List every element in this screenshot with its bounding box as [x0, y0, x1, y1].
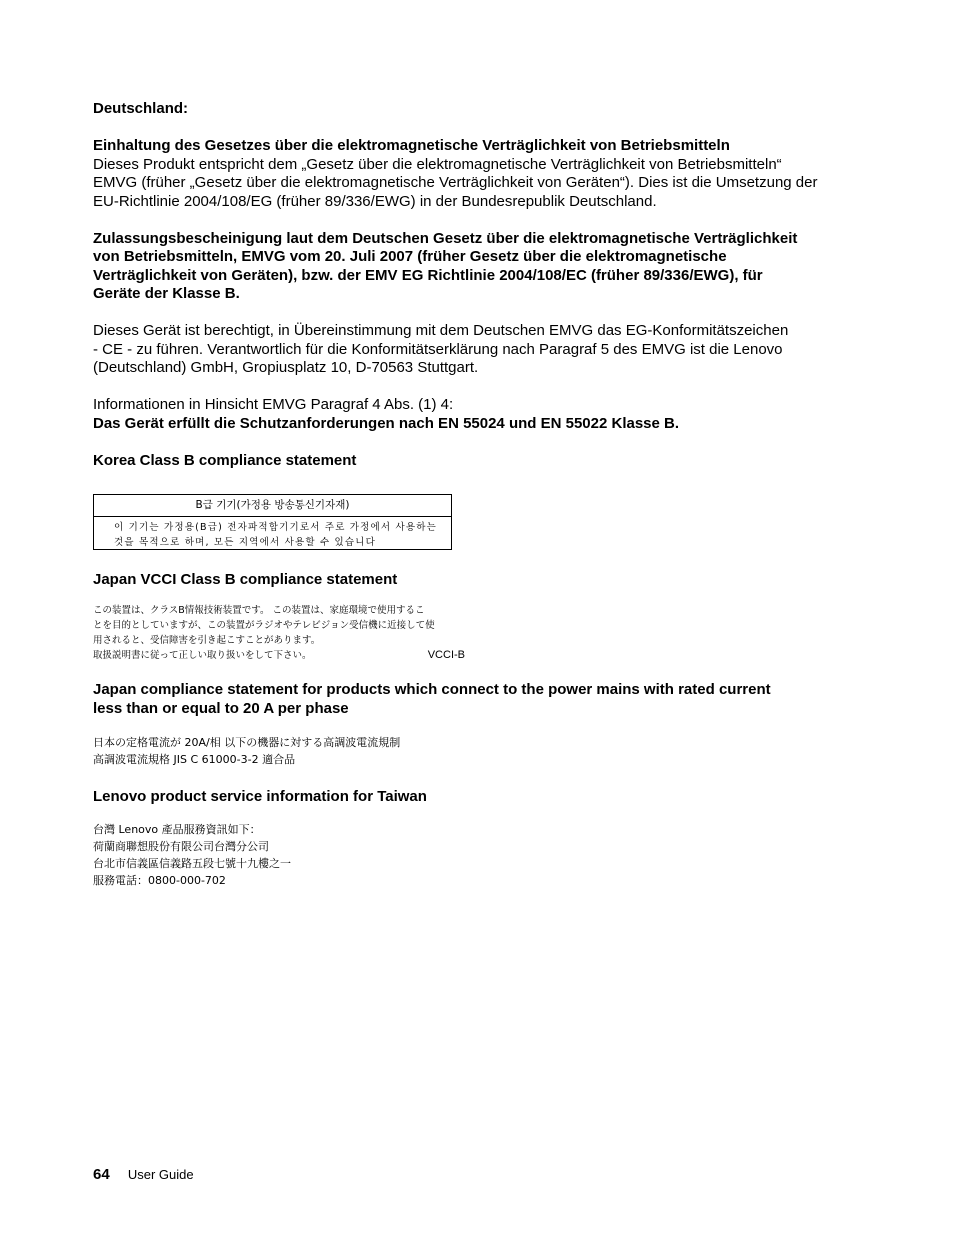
heading-taiwan: Lenovo product service information for Taiwan [93, 788, 427, 805]
footer-label: User Guide [127, 1167, 194, 1182]
emvg-line-3: EU-Richtlinie 2004/108/EG (früher 89/336/EWG) in der Bundesrepublik Deutschland. [93, 192, 657, 210]
emvg-line-2: EMVG (früher „Gesetz über die elektromagnetische Verträglichkeit von Geräten“). Dies ist die Umsetzung der [93, 174, 818, 191]
taiwan-service-info [93, 821, 291, 889]
zulassung-line-2: von Betriebsmitteln, EMVG vom 20. Juli 2007 (früher Gesetz über die elektromagnetische [93, 248, 727, 265]
geraet-line-3: (Deutschland) GmbH, Gropiusplatz 10, D-70563 Stuttgart. [93, 359, 479, 376]
japan-power-heading-line-2: less than or equal to 20 A per phase [93, 699, 349, 717]
japan-power-line-2: 高調波電流規格 JIS C 61000-3-2 適合品 [93, 753, 296, 766]
korea-box-title: B급 기기(가정용 방송통신기자재) [94, 495, 451, 517]
korea-compliance-box [93, 494, 452, 550]
info-line-2: Das Gerät erfüllt die Schutzanforderungen nach EN 55024 und EN 55022 Klasse B. [93, 414, 680, 432]
emvg-line-1: Dieses Produkt entspricht dem „Gesetz über die elektromagnetische Verträglichkeit von Betriebsmitteln“ [93, 155, 782, 173]
zulassung-line-1: Zulassungsbescheinigung laut dem Deutschen Gesetz über die elektromagnetische Verträglichkeit [93, 229, 798, 247]
heading-emvg: Einhaltung des Gesetzes über die elektromagnetische Verträglichkeit von Betriebsmitteln [93, 137, 730, 154]
heading-deutschland: Deutschland: [93, 100, 189, 117]
page-number: 64 [93, 1166, 110, 1183]
zulassung-line-3: Verträglichkeit von Geräten), bzw. der EMV EG Richtlinie 2004/108/EC (früher 89/336/EWG), für [93, 266, 763, 284]
taiwan-line-2: 荷蘭商聯想股份有限公司台灣分公司 [93, 840, 269, 853]
zulassung-line-4: Geräte der Klasse B. [93, 285, 240, 302]
taiwan-line-4: 服務電話：0800-000-702 [93, 874, 226, 887]
vcci-mark: VCCI-B [427, 649, 465, 661]
vcci-statement [93, 603, 465, 663]
taiwan-line-3: 台北市信義區信義路五段七號十九樓之一 [93, 857, 291, 870]
vcci-line-4: 取扱説明書に従って正しい取り扱いをして下さい。 [93, 650, 312, 661]
heading-japan-vcci: Japan VCCI Class B compliance statement [93, 571, 398, 588]
heading-korea: Korea Class B compliance statement [93, 451, 357, 469]
korea-box-line-2: 것을 목적으로 하며, 모든 지역에서 사용할 수 있습니다 [114, 537, 377, 548]
korea-box-line-1: 이 기기는 가정용(B급) 전자파적합기기로서 주로 가정에서 사용하는 [114, 522, 438, 533]
japan-power-statement [93, 734, 400, 768]
japan-power-heading-line-1: Japan compliance statement for products which connect to the power mains with rated current [93, 681, 771, 698]
japan-power-line-1: 日本の定格電流が 20A/相 以下の機器に対する高調波電流規制 [93, 736, 401, 749]
vcci-line-2: とを目的としていますが、この装置がラジオやテレビジョン受信機に近接して使 [93, 620, 435, 631]
geraet-line-2: - CE - zu führen. Verantwortlich für die Konformitätserklärung nach Paragraf 5 des EMVG ist die Lenovo [93, 340, 783, 358]
japan-power-heading [93, 681, 771, 718]
korea-box-body [94, 517, 451, 550]
vcci-line-3: 用されると、受信障害を引き起こすことがあります。 [93, 635, 321, 646]
vcci-line-4-row [93, 648, 465, 663]
taiwan-line-1: 台灣 Lenovo 產品服務資訊如下： [93, 823, 261, 836]
geraet-line-1: Dieses Gerät ist berechtigt, in Übereinstimmung mit dem Deutschen EMVG das EG-Konformitätszeichen [93, 322, 789, 339]
page-content [93, 100, 853, 470]
page-footer [93, 1166, 194, 1183]
vcci-line-1: この装置は、クラスB情報技術装置です。 この装置は、家庭環境で使用するこ [93, 605, 425, 616]
info-line-1: Informationen in Hinsicht EMVG Paragraf 4 Abs. (1) 4: [93, 396, 454, 413]
